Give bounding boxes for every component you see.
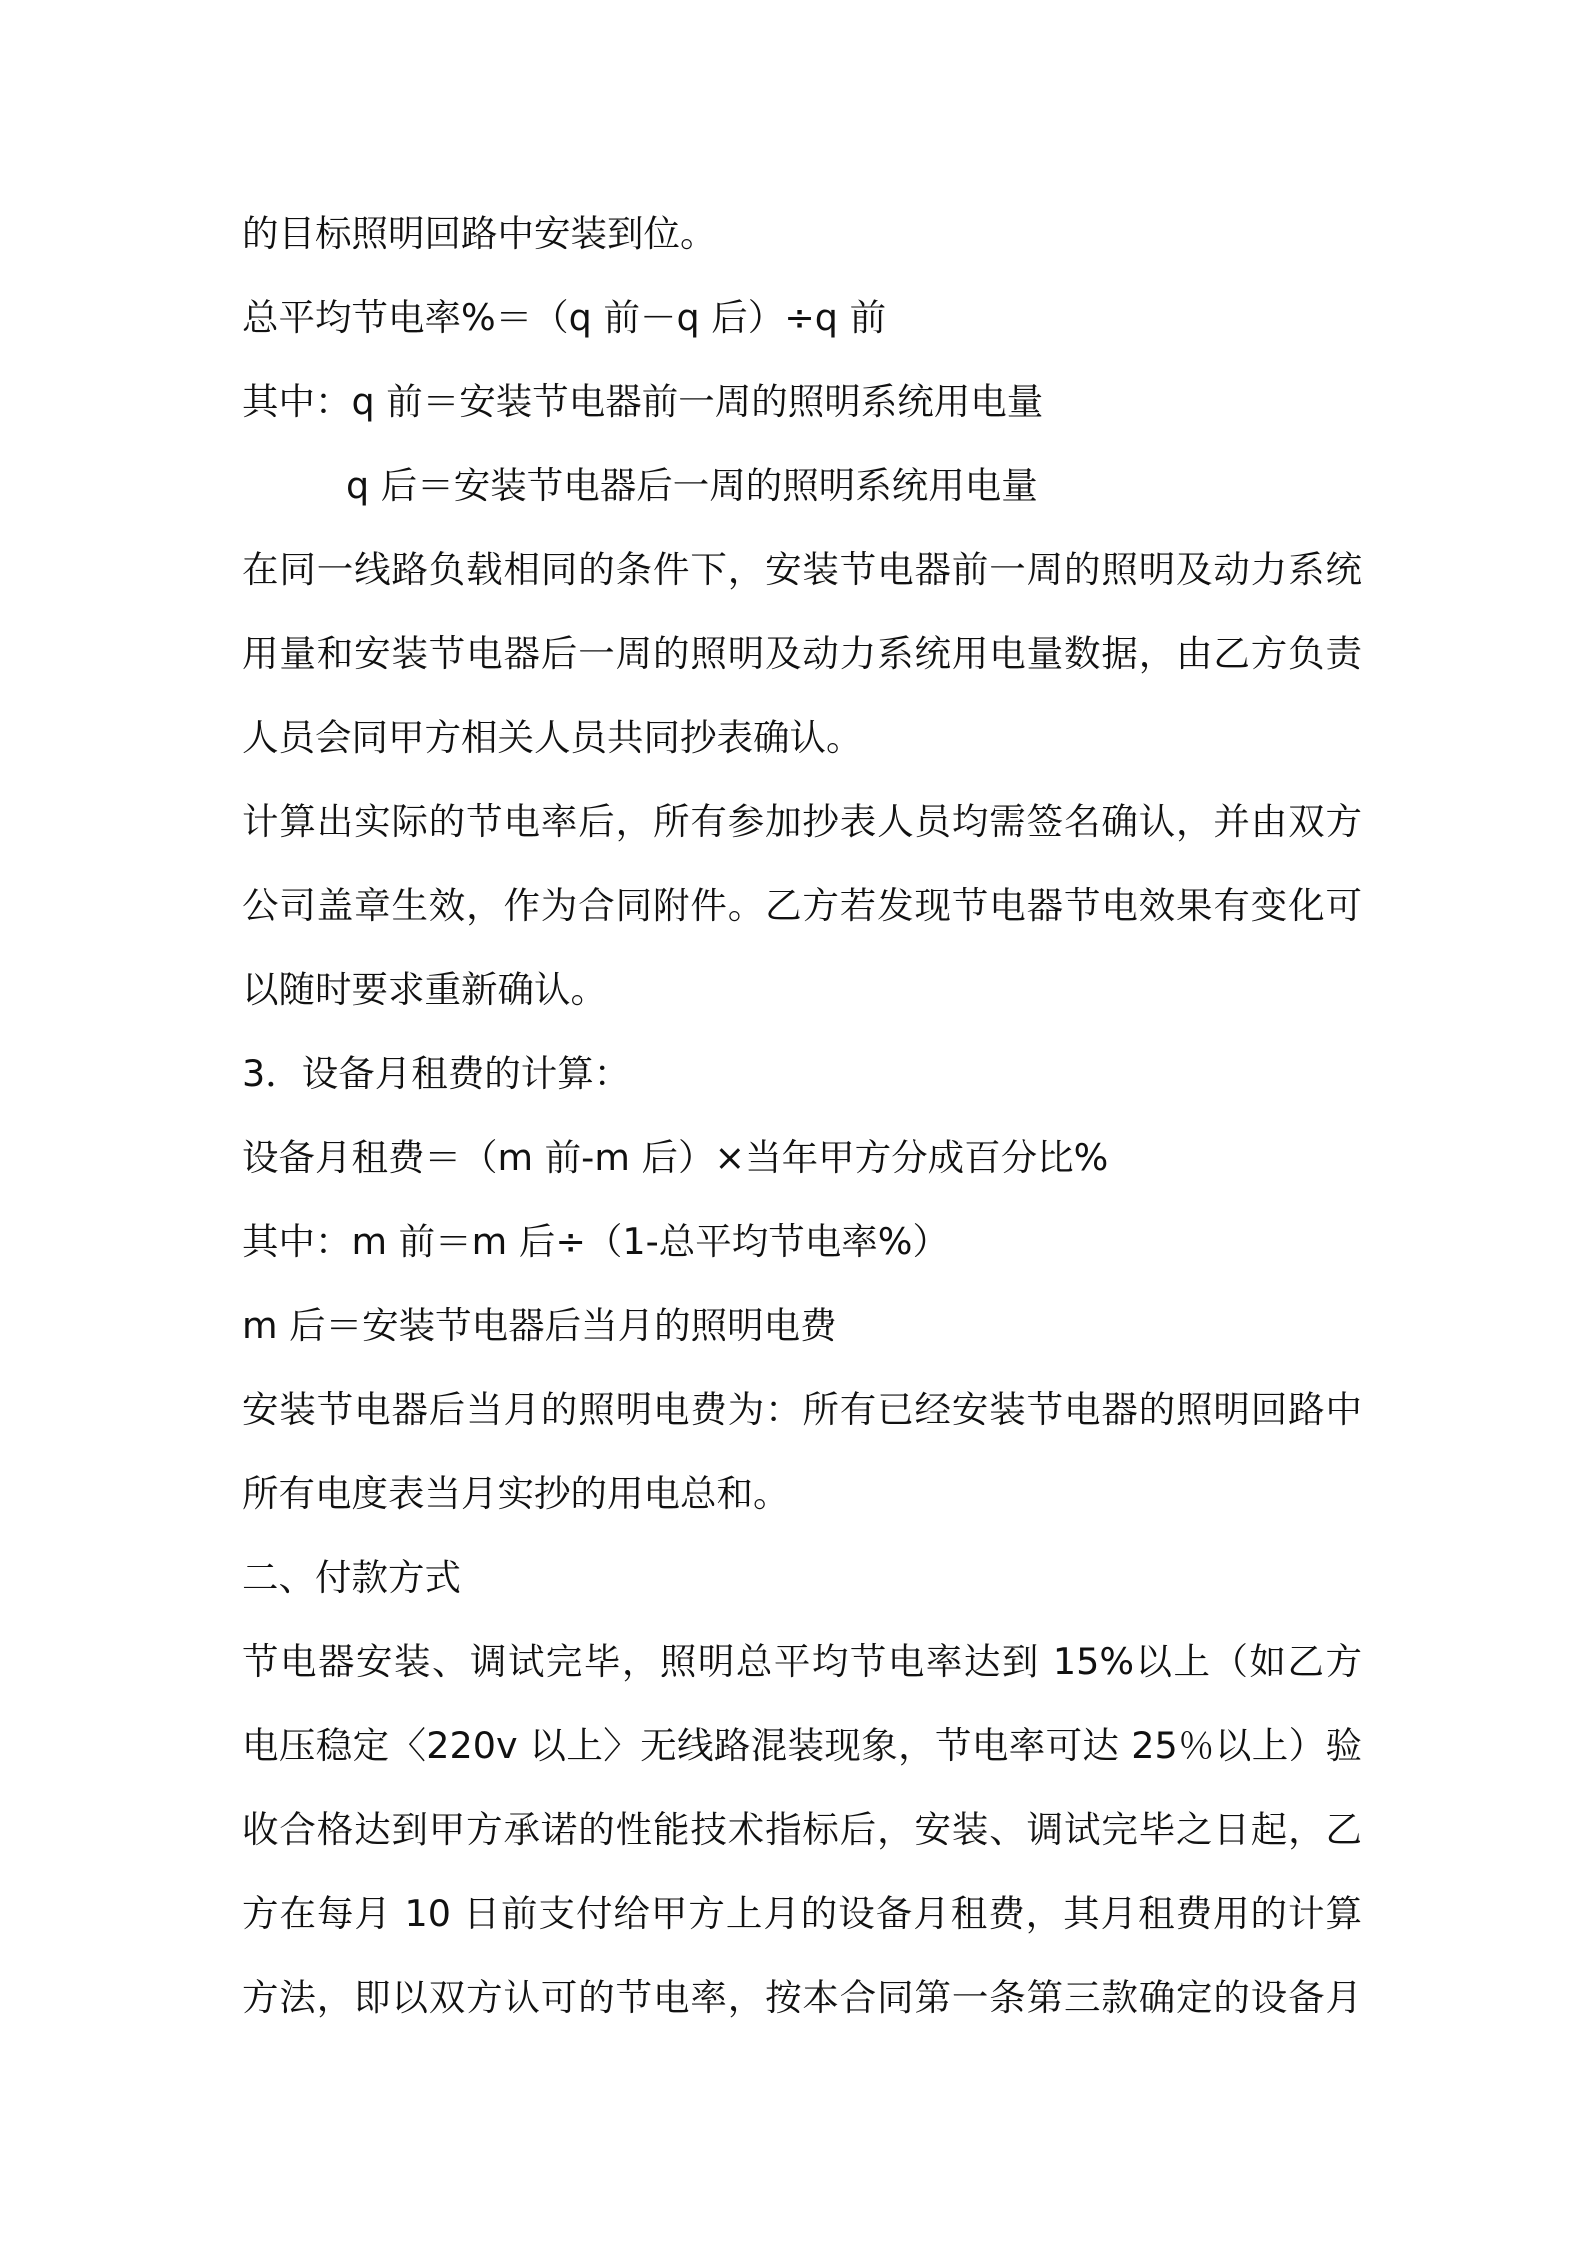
text-line: 用量和安装节电器后一周的照明及动力系统用电量数据，由乙方负责	[242, 632, 1362, 675]
section-heading-payment-method: 二、付款方式	[242, 1556, 461, 1599]
text-line: 收合格达到甲方承诺的性能技术指标后，安装、调试完毕之日起，乙	[242, 1808, 1362, 1851]
formula-monthly-rent: 设备月租费＝（m 前-m 后）×当年甲方分成百分比%	[242, 1136, 1109, 1179]
formula-average-saving-rate: 总平均节电率%＝（q 前－q 后）÷q 前	[242, 296, 887, 339]
text-line: 方法，即以双方认可的节电率，按本合同第一条第三款确定的设备月	[242, 1976, 1362, 2019]
document-body	[242, 192, 1362, 2040]
text-line: 电压稳定〈220v 以上〉无线路混装现象，节电率可达 25％以上）验	[242, 1724, 1362, 1767]
formula-definition-m-after: m 后＝安装节电器后当月的照明电费	[242, 1304, 837, 1347]
text-line: 安装节电器后当月的照明电费为：所有已经安装节电器的照明回路中	[242, 1388, 1362, 1431]
text-line: 所有电度表当月实抄的用电总和。	[242, 1472, 790, 1515]
formula-definition-m-before: 其中：m 前＝m 后÷（1-总平均节电率%）	[242, 1220, 949, 1263]
text-line: 以随时要求重新确认。	[242, 968, 607, 1011]
text-line: 公司盖章生效，作为合同附件。乙方若发现节电器节电效果有变化可	[242, 884, 1362, 927]
text-line: 方在每月 10 日前支付给甲方上月的设备月租费，其月租费用的计算	[242, 1892, 1362, 1935]
formula-definition-q-after: q 后＝安装节电器后一周的照明系统用电量	[346, 464, 1038, 507]
text-line: 的目标照明回路中安装到位。	[242, 212, 717, 255]
text-line: 节电器安装、调试完毕，照明总平均节电率达到 15%以上（如乙方	[242, 1640, 1362, 1683]
formula-definition-q-before: 其中：q 前＝安装节电器前一周的照明系统用电量	[242, 380, 1044, 423]
text-line: 人员会同甲方相关人员共同抄表确认。	[242, 716, 863, 759]
section-heading-monthly-rent: 3．设备月租费的计算：	[242, 1052, 631, 1095]
text-line: 在同一线路负载相同的条件下，安装节电器前一周的照明及动力系统	[242, 548, 1362, 591]
text-line: 计算出实际的节电率后，所有参加抄表人员均需签名确认，并由双方	[242, 800, 1362, 843]
